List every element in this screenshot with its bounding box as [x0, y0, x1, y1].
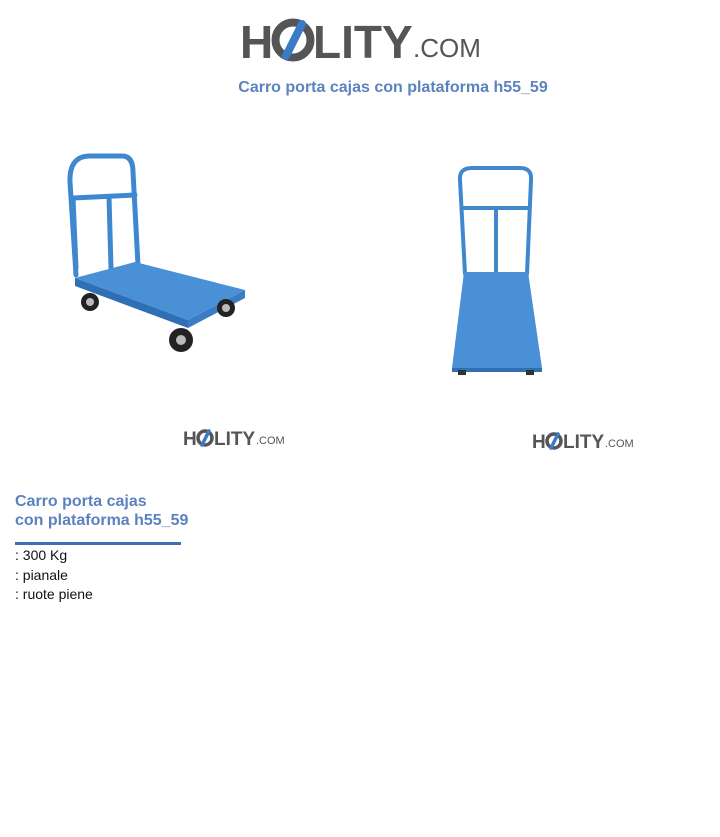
product-title — [15, 492, 235, 530]
trolley-perspective-photo — [60, 150, 255, 360]
spec-item-capacity: : 300 Kg — [15, 547, 68, 563]
page-title: Carro porta cajas con plataforma h55_59 — [238, 79, 548, 96]
logo-domain: .COM — [413, 33, 481, 63]
trolley-top-view-photo — [440, 162, 550, 377]
spec-item-wheels: : ruote piene — [15, 586, 93, 602]
svg-text:LITY: LITY — [214, 429, 256, 450]
section-divider — [15, 542, 181, 545]
svg-text:.COM: .COM — [256, 435, 285, 447]
spec-item-platform: : pianale — [15, 566, 68, 583]
svg-text:LITY: LITY — [563, 432, 605, 453]
logo-o-mark — [276, 23, 311, 58]
svg-text:H: H — [532, 432, 546, 453]
spec-list — [15, 546, 93, 605]
holity-logo-small — [183, 425, 288, 451]
logo-letters-lity: LITY — [313, 16, 413, 68]
product-title-line2: con plataforma h55_59 — [15, 512, 189, 529]
svg-text:H: H — [183, 429, 197, 450]
logo-letter-h: H — [240, 16, 274, 68]
holity-logo-small — [532, 428, 637, 454]
holity-logo — [240, 10, 485, 68]
product-title-line1: Carro porta cajas — [15, 493, 147, 510]
svg-text:.COM: .COM — [605, 438, 634, 450]
